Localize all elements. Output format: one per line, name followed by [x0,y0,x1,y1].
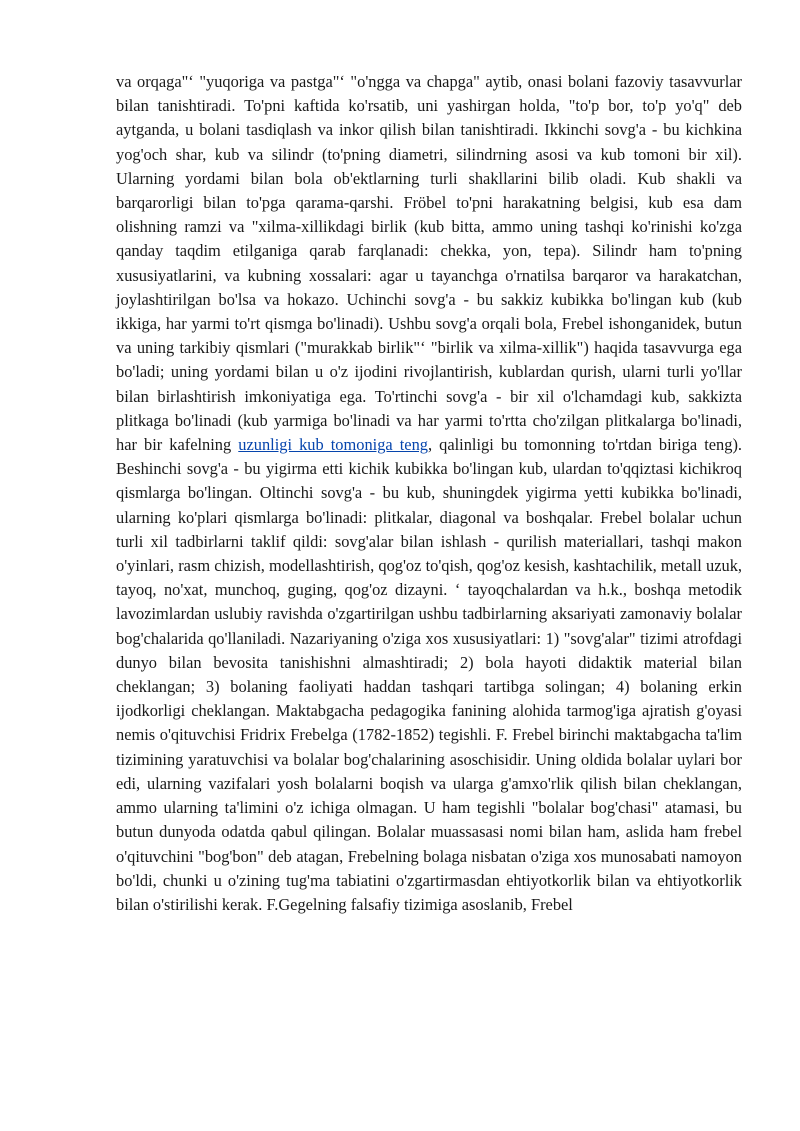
paragraph-text-before-link: va orqaga"‘ "yuqoriga va pastga"‘ "o'ngga va chapga" aytib, onasi bolani fazoviy tasavvurlar bilan tanishtiradi. To'pni kaftida ko'rsatib, uni yashirgan holda, "to'p bor, to'p yo'q" deb aytganda, u bolani tasdiqlash va inkor qilish bilan tanishtiradi. Ikkinchi sovg'a - bu kichkina yog'och shar, kub va silindr (to'pning diametri, silindrning asosi va kub tomoni bir xil). Ularning yordami bilan bola ob'ektlarning turli shakllarini bilib oladi. Kub shakli va barqarorligi bilan to'pga qarama-qarshi. Fröbel to'pni harakatning belgisi, kub esa dam olishning ramzi va "xilma-xillikdagi birlik (kub bitta, ammo uning tashqi ko'rinishi ko'zga qanday taqdim etilganiga qarab farqlanadi: chekka, yon, tepa). Silindr ham to'pning xususiyatlarini, va kubning xossalari: agar u tayanchga o'rnatilsa barqaror va harakatchan, joylashtirilgan bo'lsa va hokazo. Uchinchi sovg'a - bu sakkiz kubikka bo'lingan kub (kub ikkiga, har yarmi to'rt qismga bo'linadi). Ushbu sovg'a orqali bola, Frebel ishonganidek, butun va uning tarkibiy qismlari ("murakkab birlik"‘ "birlik va xilma-xillik") haqida tasavvurga ega bo'ladi; uning yordami bilan u o'z ijodini rivojlantirish, kublardan qurish, ularni turli yo'llar bilan birlashtirish imkoniyatiga ega. To'rtinchi sovg'a - bir xil o'lchamdagi kub, sakkizta plitkaga bo'linadi (kub yarmiga bo'linadi va har yarmi to'rtta cho'zilgan plitkalarga bo'linadi, har bir kafelning [116,72,742,455]
body-paragraph [116,70,742,917]
inline-hyperlink[interactable]: uzunligi kub tomoniga teng [238,435,428,455]
paragraph-text-after-link: , qalinligi bu tomonning to'rtdan biriga teng). Beshinchi sovg'a - bu yigirma etti kichik kubikka bo'lingan kub, ulardan to'qqiztasi kichikroq qismlarga bo'lingan. Oltinchi sovg'a - bu kub, shuningdek yigirma yetti kubikka bo'linadi, ularning ko'plari qismlarga bo'linadi: plitkalar, diagonal va boshqalar. Frebel bolalar uchun turli xil tadbirlarni taklif qildi: sovg'alar bilan ishlash - qurilish materiallari, tashqi makon o'yinlari, rasm chizish, modellashtirish, qog'oz to'qish, qog'oz kesish, kashtachilik, metall uzuk, tayoq, no'xat, munchoq, guging, qog'oz dizayni. ‘ tayoqchalardan va h.k., boshqa metodik lavozimlardan uslubiy ravishda o'zgartirilgan ushbu tadbirlarning aksariyati zamonaviy bolalar bog'chalarida qo'llaniladi. Nazariyaning o'ziga xos xususiyatlari: 1) "sovg'alar" tizimi atrofdagi dunyo bilan bevosita tanishishni almashtiradi; 2) bola hayoti didaktik material bilan cheklangan; 3) bolaning faoliyati haddan tashqari tartibga solingan; 4) bolaning erkin ijodkorligi cheklangan. Maktabgacha pedagogika fanining alohida tarmog'iga ajratish g'oyasi nemis o'qituvchisi Fridrix Frebelga (1782-1852) tegishli. F. Frebel birinchi maktabgacha ta'lim tizimining yaratuvchisi va bolalar bog'chalarining asoschisidir. Uning oldida bolalar uylari bor edi, ularning vazifalari yosh bolalarni boqish va ularga g'amxo'rlik qilish bilan cheklangan, ammo ularning ta'limini o'z ichiga olmagan. U ham tegishli "bolalar bog'chasi" atamasi, bu butun dunyoda odatda qabul qilingan. Bolalar muassasasi nomi bilan ham, aslida ham frebel o'qituvchini "bog'bon" deb atagan, Frebelning bolaga nisbatan o'ziga xos munosabati namoyon bo'ldi, chunki u o'zining tug'ma tabiatini o'zgartirmasdan ehtiyotkorlik bilan va ehtiyotkorlik bilan o'stirilishi kerak. F.Gegelning falsafiy tizimiga asoslanib, Frebel [116,435,742,914]
document-page [116,70,742,917]
